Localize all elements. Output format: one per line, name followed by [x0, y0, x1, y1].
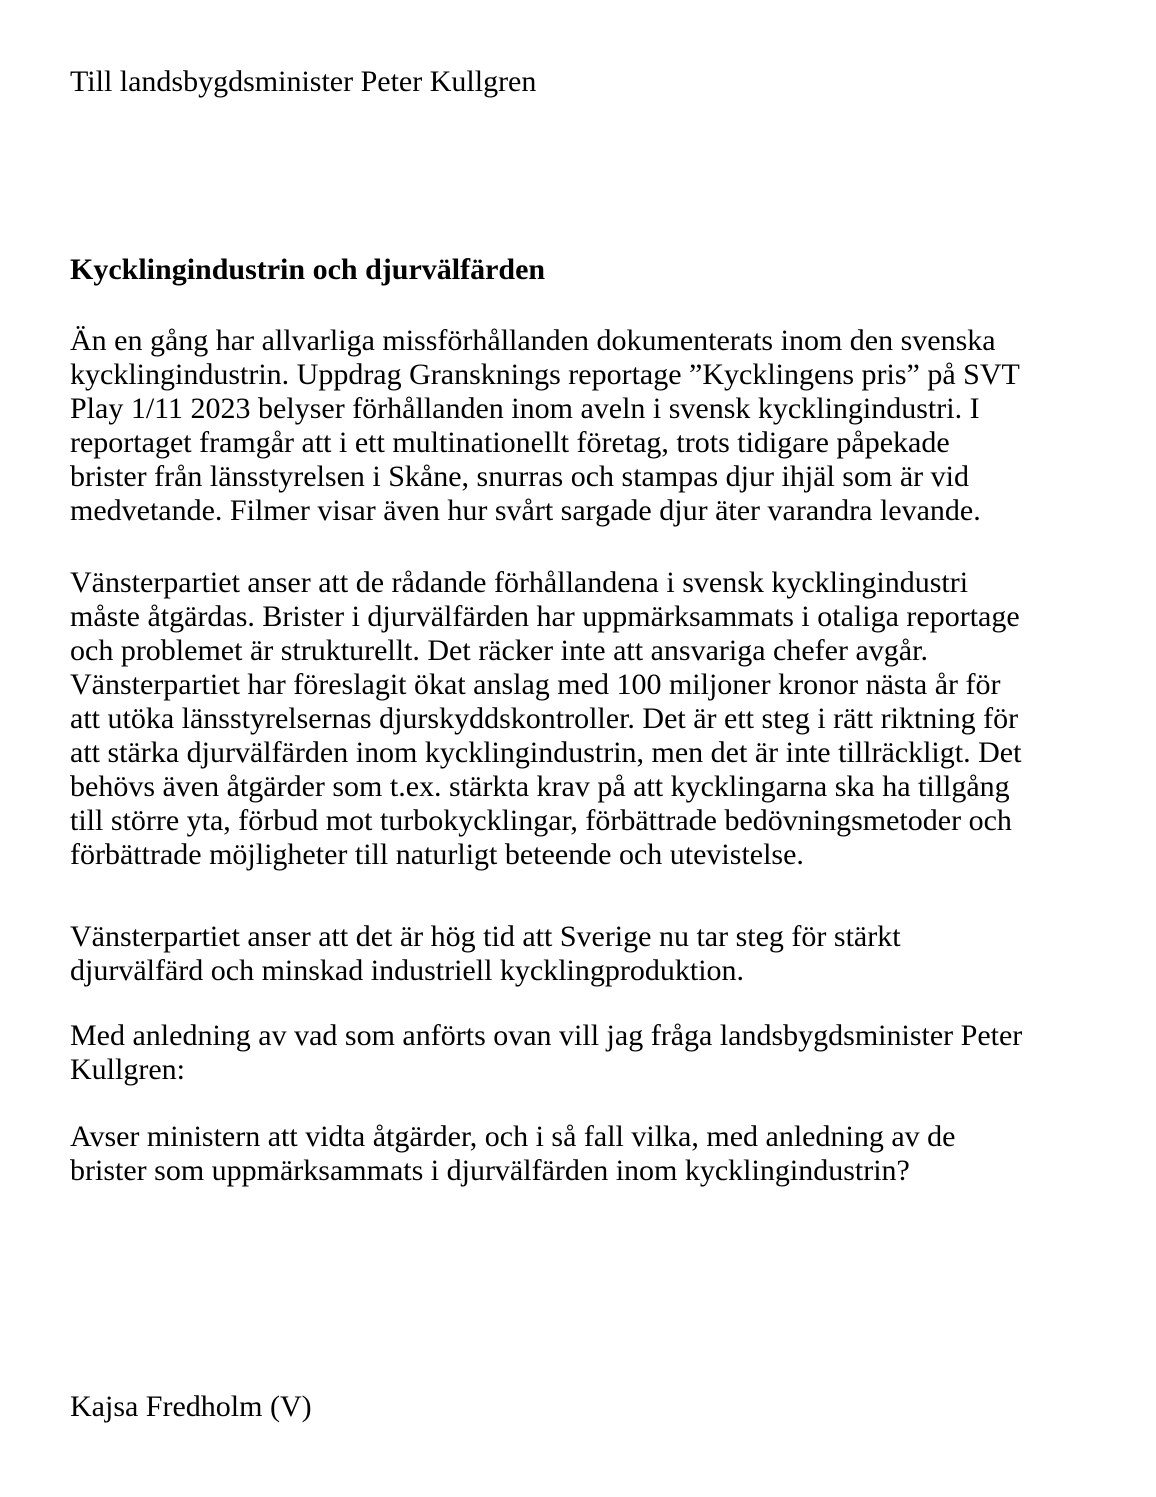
document-title: Kycklingindustrin och djurvälfärden [70, 253, 546, 286]
body-paragraph-3: Vänsterpartiet anser att det är hög tid att Sverige nu tar steg för stärkt djurvälfärd och minskad industriell kycklingproduktion. [70, 920, 901, 987]
body-paragraph-2: Vänsterpartiet anser att de rådande förhållandena i svensk kycklingindustri måste åtgärdas. Brister i djurvälfärden har uppmärksammats i otaliga reportage och problemet är strukturellt. Det räcker inte att ansvariga chefer avgår. Vänsterpartiet har föreslagit ökat anslag med 100 miljoner kronor nästa år för att utöka länsstyrelsernas djurskyddskontroller. Det är ett steg i rätt riktning för att stärka djurvälfärden inom kycklingindustrin, men det är inte tillräckligt. Det behövs även åtgärder som t.ex. stärkta krav på att kycklingarna ska ha tillgång till större yta, förbud mot turbokycklingar, förbättrade bedövningsmetoder och förbättrade möjligheter till naturligt beteende och utevistelse. [70, 566, 1022, 871]
recipient-line: Till landsbygdsminister Peter Kullgren [70, 65, 537, 98]
signature: Kajsa Fredholm (V) [70, 1390, 312, 1423]
body-paragraph-4: Med anledning av vad som anförts ovan vill jag fråga landsbygdsminister Peter Kullgren: [70, 1019, 1023, 1086]
question-paragraph: Avser ministern att vidta åtgärder, och i så fall vilka, med anledning av de brister som uppmärksammats i djurvälfärden inom kycklingindustrin? [70, 1120, 956, 1187]
body-paragraph-1: Än en gång har allvarliga missförhållanden dokumenterats inom den svenska kycklingindustrin. Uppdrag Gransknings reportage ”Kycklingens pris” på SVT Play 1/11 2023 belyser förhållanden inom aveln i svensk kycklingindustri. I reportaget framgår att i ett multinationellt företag, trots tidigare påpekade brister från länsstyrelsen i Skåne, snurras och stampas djur ihjäl som är vid medvetande. Filmer visar även hur svårt sargade djur äter varandra levande. [70, 324, 1020, 527]
